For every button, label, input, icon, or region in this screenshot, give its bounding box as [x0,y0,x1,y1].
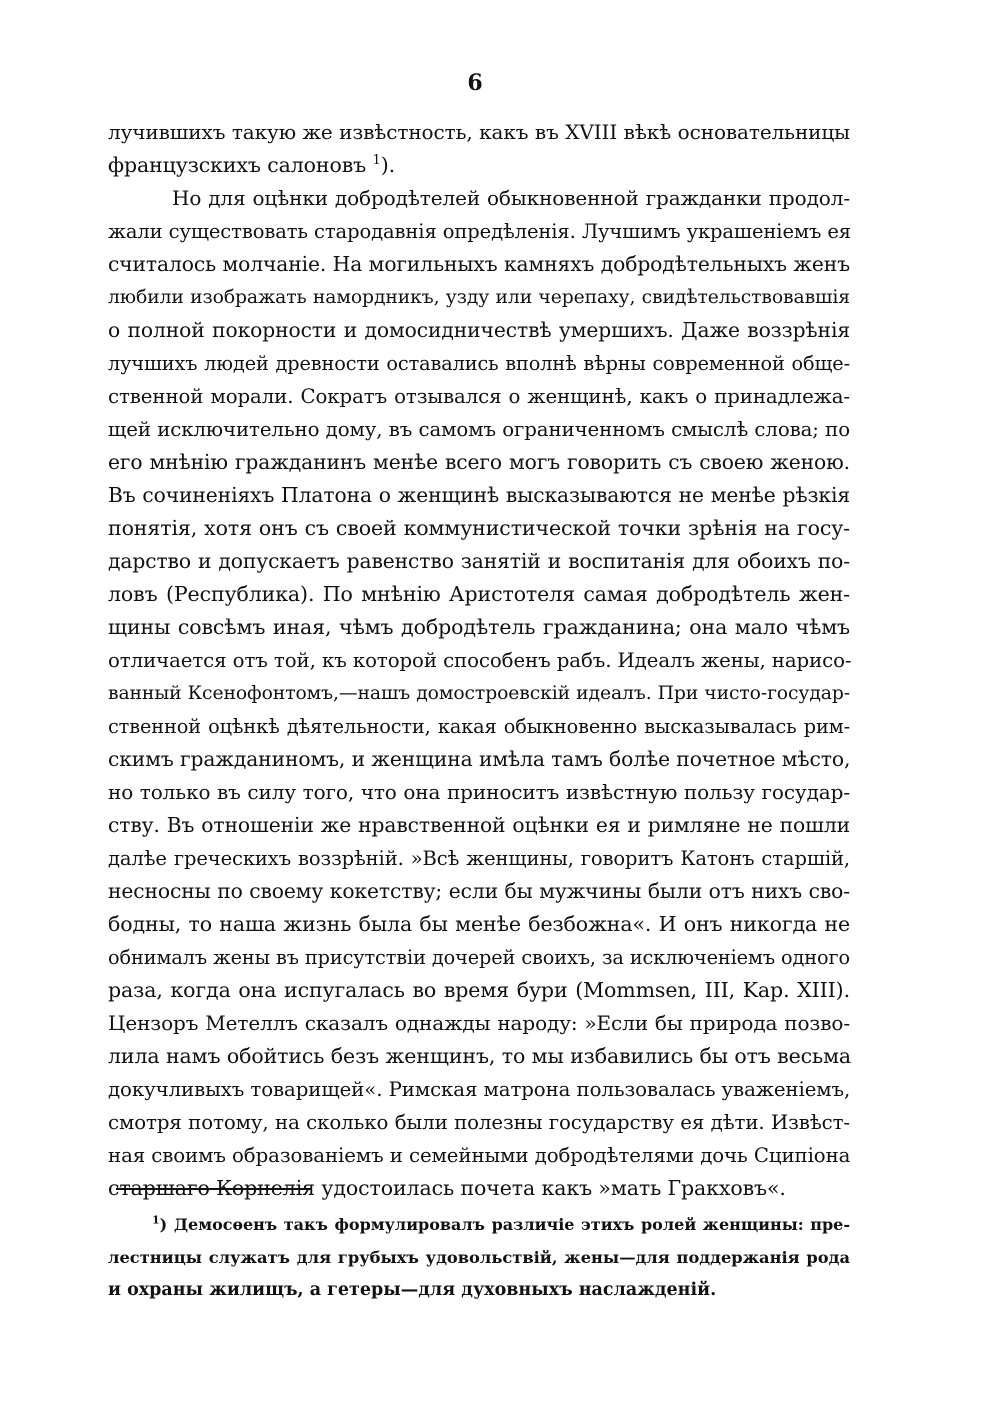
text-line: ству. Въ отношеніи же нравственной оцѣнки ея и римляне не пошли [108,813,850,837]
text-line: ванный Ксенофонтомъ,—нашъ домостроевскій идеалъ. При чисто-государ- [108,683,850,704]
text-line: далѣе греческихъ воззрѣній. »Всѣ женщины, говоритъ Катонъ старшій, [108,847,850,870]
text-line: Въ сочиненіяхъ Платона о женщинѣ высказываются не менѣе рѣзкія [108,483,850,507]
text-line: скимъ гражданиномъ, и женщина имѣла тамъ болѣе почетное мѣсто, [108,747,851,771]
text-line [108,149,850,182]
text-line: ловъ (Республика). По мнѣнію Аристотеля самая добродѣтель жен- [108,582,850,606]
text-line: считалось молчаніе. На могильныхъ камняхъ добродѣтельныхъ женъ [108,252,850,276]
text-line: жали существовать стародавнія опредѣленія. Лучшимъ украшеніемъ ея [108,220,851,243]
text-line: старшаго Корнелія удостоилась почета какъ »мать Гракховъ«. [108,1176,786,1200]
text-line: раза, когда она испугалась во время бури (Mommsen, III, Kap. XIII). [108,978,850,1002]
text-line: ная своимъ образованіемъ и семейными добродѣтелями дочь Сципіона [108,1144,851,1167]
text-line: Цензоръ Метеллъ сказалъ однажды народу: »Если бы природа позво- [108,1011,850,1035]
footnote-line: и охраны жилищъ, а гетеры—для духовныхъ наслажденій. [108,1280,717,1300]
text-line: докучливыхъ товарищей«. Римская матрона пользовалась уваженіемъ, [108,1078,851,1101]
footnote-reference: 1 [372,153,381,169]
page-number: 6 [467,70,483,96]
text-line: понятія, хотя онъ съ своей коммунистической точки зрѣнія на госу- [108,516,850,540]
text-line: отличается отъ той, къ которой способенъ рабъ. Идеалъ жены, нарисо- [108,649,852,672]
text-line: лила намъ обойтись безъ женщинъ, то мы избавились бы отъ весьма [108,1044,852,1068]
text-line: смотря потому, на сколько были полезны государству ея дѣти. Извѣст- [108,1111,850,1134]
text-line: но только въ силу того, что она приноситъ извѣстную пользу государ- [108,780,850,804]
text-line-content: французскихъ салоновъ [108,153,373,177]
text-line: его мнѣнію гражданинъ менѣе всего могъ говорить съ своею женою. [108,450,850,474]
text-line: дарство и допускаетъ равенство занятій и воспитанія для обоихъ по- [108,549,850,573]
footnote-line: лестницы служатъ для грубыхъ удовольствій, жены—для поддержанія рода [108,1248,850,1267]
main-text [108,116,850,1205]
footnote-reference-close: ). [380,153,396,177]
text-line: бодны, то наша жизнь была бы менѣе безбожна«. И онъ никогда не [108,912,850,936]
text-line: обнималъ жены въ присутствіи дочерей своихъ, за исключеніемъ одного [108,946,850,969]
footnote-line-content: ) Демосѳенъ такъ формулировалъ различіе этихъ ролей женщины: пре- [159,1215,850,1234]
text-line: лучшихъ людей древности оставались вполнѣ вѣрны современной обще- [108,352,850,375]
text-line: Но для оцѣнки добродѣтелей обыкновенной гражданки продол- [172,186,850,210]
footnote-divider [116,1188,311,1190]
text-line: несносны по своему кокетству; если бы мужчины были отъ нихъ сво- [108,879,850,903]
footnote-line [108,1208,850,1241]
footnote [108,1208,850,1307]
text-line: ственной оцѣнкѣ дѣятельности, какая обыкновенно высказывалась рим- [108,715,850,738]
text-line: лучившихъ такую же извѣстность, какъ въ XVIII вѣкѣ основательницы [108,120,850,144]
text-line: щины совсѣмъ иная, чѣмъ добродѣтель гражданина; она мало чѣмъ [108,615,850,639]
footnote-marker: 1 [152,1213,160,1227]
text-line: ственной морали. Сократъ отзывался о женщинѣ, какъ о принадлежа- [108,385,850,408]
text-line: щей исключительно дому, въ самомъ ограниченномъ смыслѣ слова; по [108,418,850,441]
text-line: о полной покорности и домосидничествѣ умершихъ. Даже воззрѣнія [108,318,850,342]
text-line: любили изображать намордникъ, узду или черепаху, свидѣтельствовавшія [108,287,850,308]
